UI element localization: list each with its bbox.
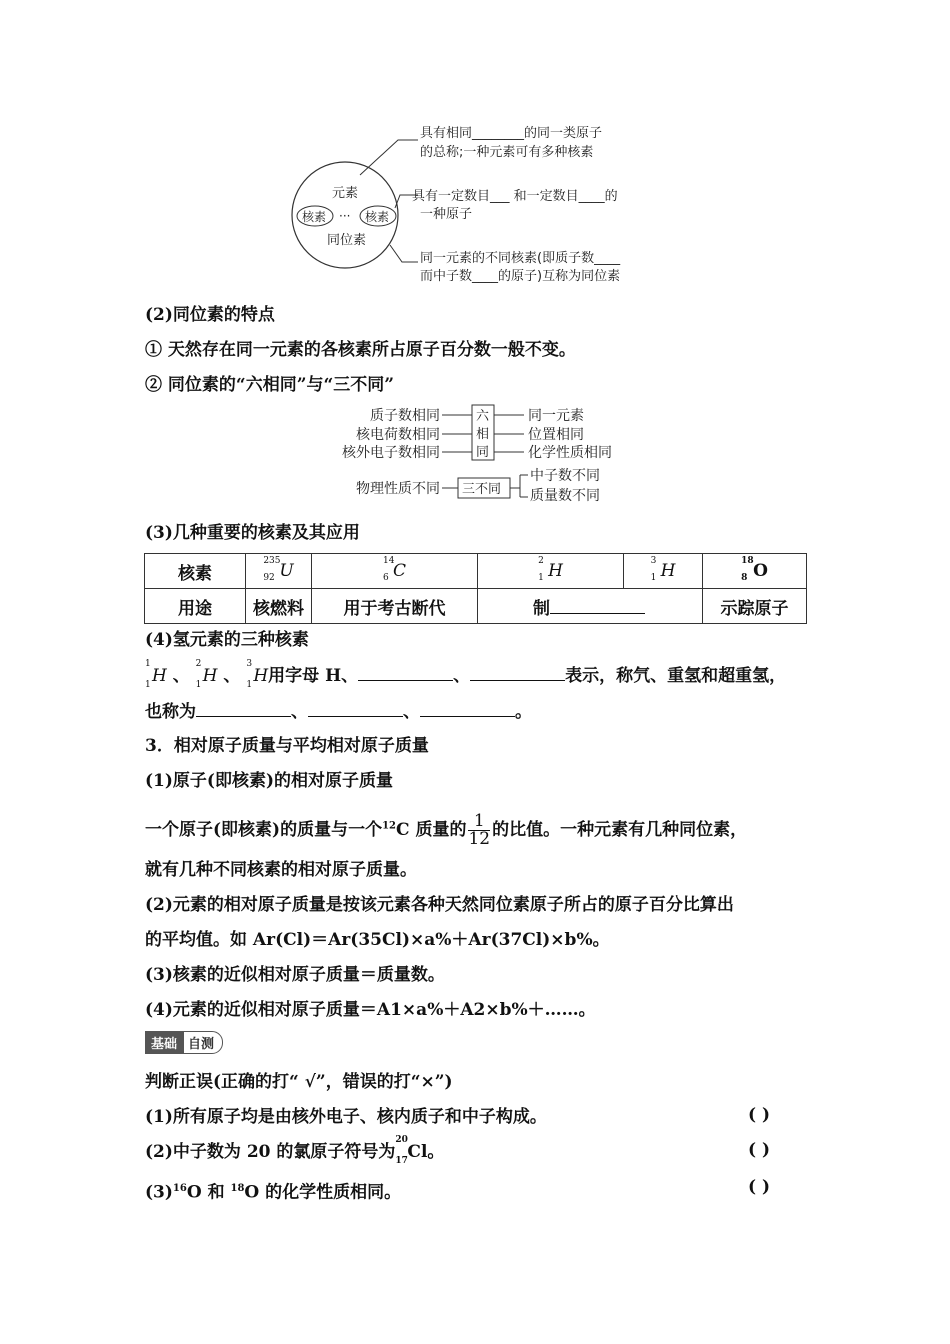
nuclide-def-line2: 的总称;一种元素可有多种核素 <box>420 145 594 160</box>
same-left-1: 质子数相同 <box>370 408 440 424</box>
element-approx-mass: (4)元素的近似相对原子质量＝A1×a%＋A2×b%＋……。 <box>145 1000 596 1020</box>
badge-left: 基础 <box>145 1031 183 1054</box>
dots: ··· <box>339 209 351 223</box>
use-h2-h3: 制 <box>478 589 703 624</box>
same-right-3: 化学性质相同 <box>528 445 612 461</box>
quiz-q3: $(3)^{16}O$ 和 $^{18}$O 的化学性质相同。 <box>145 1182 402 1203</box>
nuclide-o18: 18 8 O <box>703 554 807 589</box>
section2-title: (2)同位素的特点 <box>145 305 275 325</box>
nuclide-h3: 3 1 H <box>624 554 703 589</box>
relative-mass-def-2: 就有几种不同核素的相对原子质量。 <box>145 860 417 880</box>
row1-header: 核素 <box>145 554 246 589</box>
badge-right: 自测 <box>183 1031 223 1054</box>
isotope-label: 同位素 <box>327 233 367 248</box>
hydrogen-line1: 1 1 H 、 2 1 H 、 3 1 H用字母 H、 、 表示，称氕、重氢和超重氢， <box>145 659 787 690</box>
tong-char: 同 <box>476 445 490 460</box>
diff-right-2: 质量数不同 <box>530 488 600 504</box>
nuclide-table <box>144 553 807 624</box>
diff-left: 物理性质不同 <box>356 481 440 497</box>
answer-paren-1[interactable]: ( ) <box>748 1105 771 1125</box>
use-c14: 用于考古断代 <box>312 589 478 624</box>
quiz-prompt: 判断正误(正确的打“ √”，错误的打“×”) <box>145 1072 453 1092</box>
relative-mass-def: 一个原子(即核素)的质量与一个$^{12}$C 质量的 $\frac{1}{12}$ 的比值。一种元素有几种同位素， <box>145 811 748 849</box>
xiang-char: 相 <box>476 427 490 442</box>
same-right-1: 同一元素 <box>528 408 584 424</box>
nuclide-atom-line1: 具有一定数目___ 和一定数目____的 <box>412 189 618 204</box>
part3-sub1: (1)原子(即核素)的相对原子质量 <box>145 771 394 791</box>
isotope-feature-2: ② 同位素的“六相同”与“三不同” <box>145 375 395 395</box>
element-label: 元素 <box>332 186 359 201</box>
nuclide-h2: 2 1 H <box>478 554 624 589</box>
diff-right-1: 中子数不同 <box>530 468 600 484</box>
left-nuclide-label: 核素 <box>302 210 327 224</box>
element-mass-line2: 的平均值。如 Ar(Cl)＝Ar(35Cl)×a%＋Ar(37Cl)×b%。 <box>145 930 610 950</box>
nuclide-approx-mass: (3)核素的近似相对原子质量＝质量数。 <box>145 965 445 985</box>
nuclide-def-line1: 具有相同________的同一类原子 <box>420 126 603 141</box>
nuclide-atom-line2: 一种原子 <box>420 207 473 222</box>
isotope-def-line1: 同一元素的不同核素(即质子数____ <box>420 251 621 266</box>
answer-paren-3[interactable]: ( ) <box>748 1177 771 1197</box>
nuclide-c14: 14 6 C <box>312 554 478 589</box>
same-left-3: 核外电子数相同 <box>342 445 440 461</box>
use-o18: 示踪原子 <box>703 589 807 624</box>
nuclide-u235: 235 92 U <box>246 554 312 589</box>
hydrogen-line2: 也称为 、 、 。 <box>145 699 532 724</box>
same-left-2: 核电荷数相同 <box>356 427 440 443</box>
six-same-three-different-diagram <box>320 403 640 508</box>
quiz-q2: (2)中子数为 20 的氯原子符号为 20 17 Cl。 <box>145 1135 445 1166</box>
three-diff: 三不同 <box>462 482 502 497</box>
section3-title: (3)几种重要的核素及其应用 <box>145 523 360 543</box>
part3-title: 3．相对原子质量与平均相对原子质量 <box>145 736 429 756</box>
isotope-feature-1: ① 天然存在同一元素的各核素所占原子百分数一般不变。 <box>145 340 576 360</box>
isotope-def-line2: 而中子数____的原子)互称为同位素 <box>420 269 621 284</box>
quiz-q1: (1)所有原子均是由核外电子、核内质子和中子构成。 <box>145 1107 547 1127</box>
section4-title: (4)氢元素的三种核素 <box>145 630 309 650</box>
answer-paren-2[interactable]: ( ) <box>748 1140 771 1160</box>
fraction-1-12: $\frac{1}{12}$ <box>468 811 491 849</box>
row2-header: 用途 <box>145 589 246 624</box>
six-char: 六 <box>476 409 490 424</box>
use-u235: 核燃料 <box>246 589 312 624</box>
right-nuclide-label: 核素 <box>365 210 390 224</box>
same-right-2: 位置相同 <box>528 427 584 443</box>
element-mass-line1: (2)元素的相对原子质量是按该元素各种天然同位素原子所占的原子百分比算出 <box>145 895 734 915</box>
element-isotope-diagram <box>290 120 670 290</box>
basic-self-test-badge <box>145 1031 223 1053</box>
